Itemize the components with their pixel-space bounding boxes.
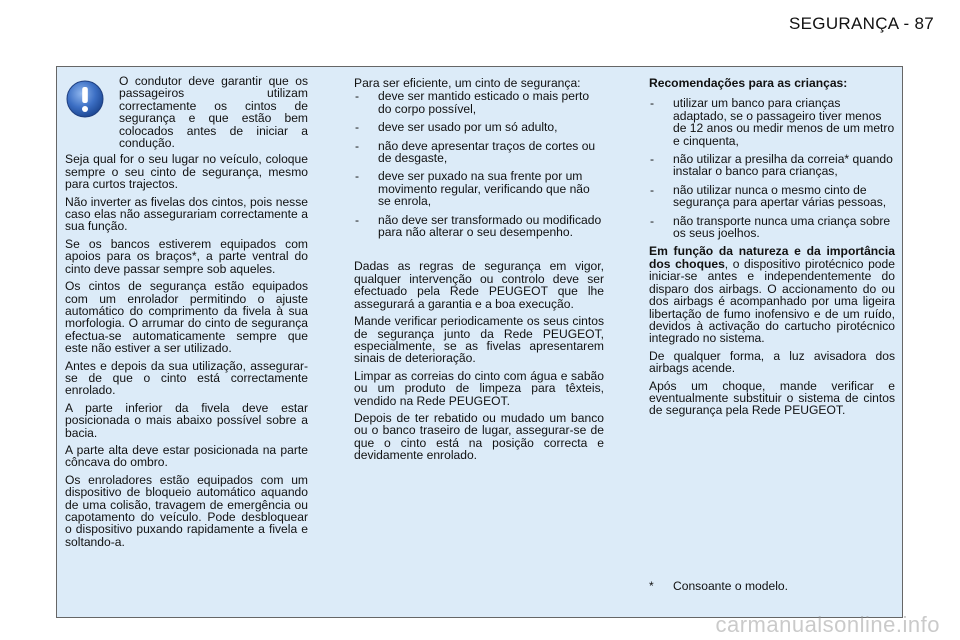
paragraph: Mande verificar periodicamente os seus cintos de segurança junto da Rede PEUGEOT, especialmente, se as fivelas apresentarem sinais de deterioração. — [354, 314, 604, 366]
airbag-text: , o dispositivo pirotécnico pode iniciar-se antes e independentemente do disparo dos airbags. O accionamento do ou dos airbags é acompanhado por uma ligeira libertação de fumo inofensivo e de um ruído, devidos à activação do cartucho pirotécnico integrado no sistema. — [649, 256, 895, 346]
paragraph: Após um choque, mande verificar e eventualmente substituir o sistema de cintos de segurança pela Rede PEUGEOT. — [649, 378, 895, 418]
page-title: SEGURANÇA - 87 — [789, 14, 934, 33]
footnote — [649, 579, 895, 593]
paragraph: Seja qual for o seu lugar no veículo, coloque sempre o seu cinto de segurança, mesmo para curtos trajectos. — [65, 152, 308, 192]
belt-requirements-list — [354, 90, 604, 238]
list-item: - deve ser usado por um só adulto, — [354, 121, 604, 133]
footnote-text: Consoante o modelo. — [673, 579, 788, 593]
paragraph: De qualquer forma, a luz avisadora dos airbags acende. — [649, 348, 895, 376]
paragraph: Se os bancos estiverem equipados com apoios para os braços*, a parte ventral do cinto deve passar sempre sob aqueles. — [65, 236, 308, 276]
alert-text: O condutor deve garantir que os passageiros utilizam correctamente os cintos de segurança e que estão bem colocados antes de iniciar a condução. — [119, 74, 308, 151]
list-item: - não utilizar a presilha da correia* quando instalar o banco para crianças, — [649, 153, 895, 178]
airbag-paragraph — [649, 245, 895, 344]
column-3 — [649, 77, 895, 422]
list-intro: Para ser eficiente, um cinto de segurança: — [354, 76, 581, 90]
list-item: - não deve apresentar traços de cortes ou de desgaste, — [354, 140, 604, 165]
list-item: - deve ser mantido esticado o mais perto do corpo possível, — [354, 90, 604, 115]
paragraph: Não inverter as fivelas dos cintos, pois nesse caso elas não assegurariam correctamente a sua função. — [65, 194, 308, 234]
footnote-mark: * — [649, 579, 654, 593]
paragraph: A parte inferior da fivela deve estar posicionada o mais abaixo possível sobre a bacia. — [65, 400, 308, 440]
list-item: - utilizar um banco para crianças adaptado, se o passageiro tiver menos de 12 anos ou medir menos de um metro e cinquenta, — [649, 97, 895, 147]
list-item: - não utilizar nunca o mesmo cinto de segurança para apertar várias pessoas, — [649, 184, 895, 209]
airbag-bold-text: Em função da natureza e da importância dos choques — [649, 244, 895, 271]
paragraph: Antes e depois da sua utilização, assegurar-se de que o cinto está correctamente enrolado. — [65, 358, 308, 398]
content-panel — [56, 66, 903, 618]
exclamation-icon — [65, 79, 105, 119]
alert-block — [65, 75, 308, 149]
list-item: - não deve ser transformado ou modificado para não alterar o seu desempenho. — [354, 214, 604, 239]
column-2 — [354, 77, 604, 467]
list-item: - não transporte nunca uma criança sobre os seus joelhos. — [649, 215, 895, 240]
paragraph: Depois de ter rebatido ou mudado um banco ou o banco traseiro de lugar, assegurar-se de que o cinto está na posição correcta e devidamente enrolado. — [354, 410, 604, 463]
paragraph: Dadas as regras de segurança em vigor, qualquer intervenção ou controlo deve ser efectuado pela Rede PEUGEOT que lhe assegurará a garantia e a boa execução. — [354, 259, 604, 311]
list-item: - deve ser puxado na sua frente por um movimento regular, verificando que não se enrola, — [354, 170, 604, 207]
paragraph: Os cintos de segurança estão equipados com um enrolador permitindo o ajuste automático do comprimento da fivela à sua morfologia. O arrumar do cinto de segurança efectua-se automaticamente sempre que este não estiver a ser utilizado. — [65, 279, 308, 356]
paragraph: A parte alta deve estar posicionada na parte côncava do ombro. — [65, 442, 308, 470]
child-recommendations-list — [649, 97, 895, 239]
watermark: carmanualsonline.info — [715, 612, 940, 637]
paragraph: Limpar as correias do cinto com água e sabão ou um produto de limpeza para têxteis, vendido na Rede PEUGEOT. — [354, 368, 604, 408]
paragraph: Os enroladores estão equipados com um dispositivo de bloqueio automático aquando de uma colisão, travagem de emergência ou capotamento do veículo. Pode desbloquear o dispositivo puxando rapidamente a fivela e soltando-a. — [65, 472, 308, 549]
column-1 — [65, 75, 308, 553]
section-heading: Recomendações para as crianças: — [649, 76, 848, 90]
